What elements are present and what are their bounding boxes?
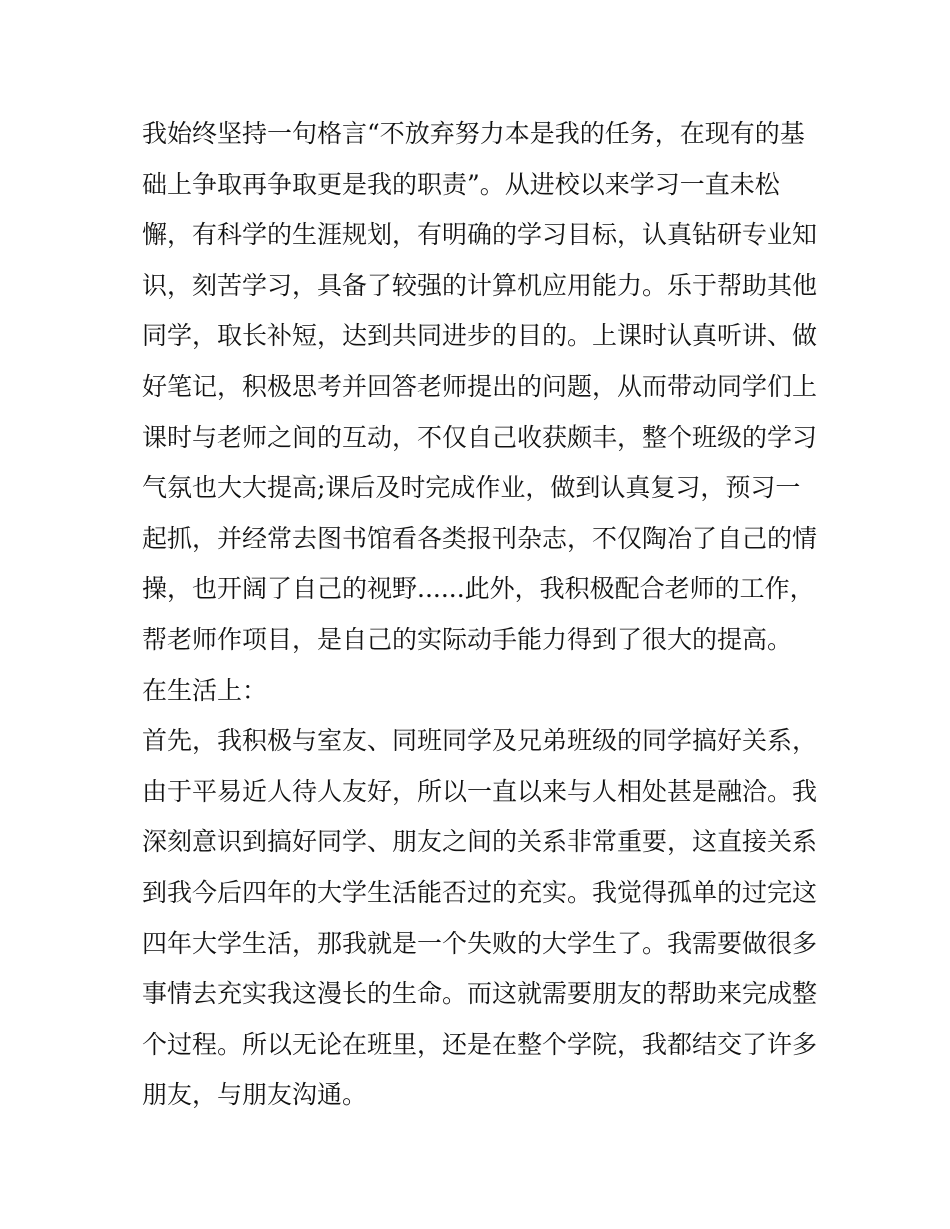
text-line: 首先，我积极与室友、同班同学及兄弟班级的同学搞好关系， bbox=[142, 726, 818, 756]
section-heading: 在生活上： bbox=[142, 675, 268, 705]
text-line: 由于平易近人待人友好，所以一直以来与人相处甚是融洽。我 bbox=[142, 776, 818, 806]
document-body bbox=[142, 109, 822, 1121]
text-line: 到我今后四年的大学生活能否过的充实。我觉得孤单的过完这 bbox=[142, 877, 818, 907]
text-line: 帮老师作项目，是自己的实际动手能力得到了很大的提高。 bbox=[142, 624, 793, 654]
text-line: 朋友，与朋友沟通。 bbox=[142, 1080, 368, 1110]
text-line: 气氛也大大提高;课后及时完成作业，做到认真复习，预习一 bbox=[142, 473, 801, 503]
text-line: 四年大学生活，那我就是一个失败的大学生了。我需要做很多 bbox=[142, 928, 818, 958]
text-line: 础上争取再争取更是我的职责”。从进校以来学习一直未松 bbox=[142, 169, 780, 199]
text-line: 起抓，并经常去图书馆看各类报刊杂志，不仅陶冶了自己的情 bbox=[142, 523, 818, 553]
text-line: 好笔记，积极思考并回答老师提出的问题，从而带动同学们上 bbox=[142, 371, 818, 401]
text-line: 个过程。所以无论在班里，还是在整个学院，我都结交了许多 bbox=[142, 1029, 818, 1059]
text-line: 识，刻苦学习，具备了较强的计算机应用能力。乐于帮助其他 bbox=[142, 270, 818, 300]
text-line: 懈，有科学的生涯规划，有明确的学习目标，认真钻研专业知 bbox=[142, 220, 818, 250]
text-line: 事情去充实我这漫长的生命。而这就需要朋友的帮助来完成整 bbox=[142, 979, 818, 1009]
text-line: 同学，取长补短，达到共同进步的目的。上课时认真听讲、做 bbox=[142, 321, 818, 351]
text-line: 我始终坚持一句格言“不放弃努力本是我的任务，在现有的基 bbox=[142, 119, 805, 148]
text-line: 课时与老师之间的互动，不仅自己收获颇丰，整个班级的学习 bbox=[142, 422, 818, 452]
text-line: 深刻意识到搞好同学、朋友之间的关系非常重要，这直接关系 bbox=[142, 827, 818, 857]
text-line: 操，也开阔了自己的视野......此外，我积极配合老师的工作， bbox=[142, 574, 815, 604]
